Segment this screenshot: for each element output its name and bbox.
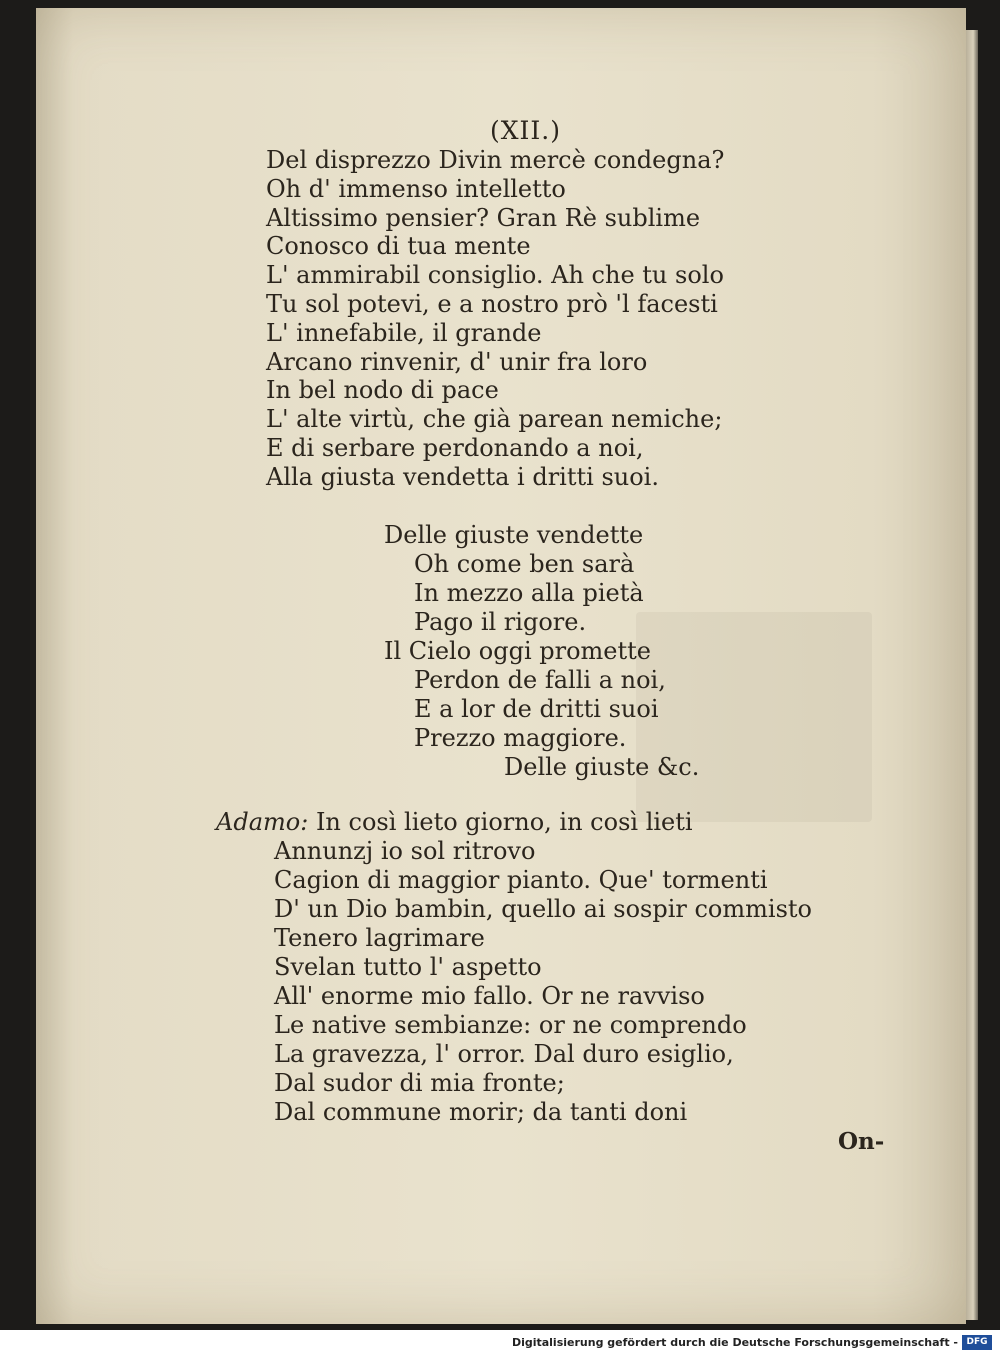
aria-line: Oh come ben sarà [414, 550, 635, 578]
aria-refrain: Delle giuste &c. [504, 753, 700, 781]
page-number: (XII.) [490, 116, 562, 145]
aria-line: E a lor de dritti suoi [414, 695, 659, 723]
verse-line: In così lieto giorno, in così lieti [315, 808, 693, 836]
verse-line: Cagion di maggior pianto. Que' tormenti [274, 866, 768, 894]
verse-line: Arcano rinvenir, d' unir fra loro [266, 347, 648, 376]
verse-line: Oh d' immenso intelletto [266, 174, 566, 203]
footer-bar [0, 1334, 1000, 1355]
aria [384, 521, 699, 782]
aria-line: Perdon de falli a noi, [414, 666, 666, 694]
aria-line: In mezzo alla pietà [414, 579, 644, 607]
aria-line: Il Cielo oggi promette [384, 637, 651, 665]
funding-credit: Digitalisierung gefördert durch die Deutsche Forschungsgemeinschaft - [511, 1336, 958, 1349]
dfg-logo: DFG [962, 1335, 992, 1350]
verse-line: Tenero lagrimare [274, 924, 485, 952]
verse-line: All' enorme mio fallo. Or ne ravviso [274, 982, 705, 1010]
verse-line: Alla giusta vendetta i dritti suoi. [266, 462, 659, 491]
page-edge [966, 30, 978, 1320]
speaker-line [216, 808, 812, 837]
verse-line: E di serbare perdonando a noi, [266, 433, 644, 462]
verse-line: Dal sudor di mia fronte; [274, 1069, 565, 1097]
verse-line: L' ammirabil consiglio. Ah che tu solo [266, 261, 724, 290]
verse-line: L' innefabile, il grande [266, 318, 542, 347]
recitative-2 [216, 808, 812, 1127]
verse-line: Annunzj io sol ritrovo [274, 837, 536, 865]
aria-line: Delle giuste vendette [384, 521, 644, 549]
verse-line: In bel nodo di pace [266, 376, 499, 405]
aria-line: Prezzo maggiore. [414, 724, 627, 752]
verse-line: Le native sembianze: or ne comprendo [274, 1011, 747, 1039]
verse-line: Tu sol potevi, e a nostro prò 'l facesti [266, 289, 718, 318]
verse-line: L' alte virtù, che già parean nemiche; [266, 405, 723, 434]
recitative-1 [266, 146, 724, 492]
catchword: On- [838, 1128, 885, 1155]
aria-line: Pago il rigore. [414, 608, 587, 636]
speaker-name: Adamo: [216, 808, 309, 836]
verse-line: D' un Dio bambin, quello ai sospir commisto [274, 895, 812, 923]
verse-line: La gravezza, l' orror. Dal duro esiglio, [274, 1040, 734, 1068]
verse-line: Del disprezzo Divin mercè condegna? [266, 146, 725, 174]
verse-line: Dal commune morir; da tanti doni [274, 1098, 688, 1126]
verse-line: Altissimo pensier? Gran Rè sublime [266, 203, 701, 232]
verse-line: Conosco di tua mente [266, 232, 531, 261]
verse-line: Svelan tutto l' aspetto [274, 953, 542, 981]
